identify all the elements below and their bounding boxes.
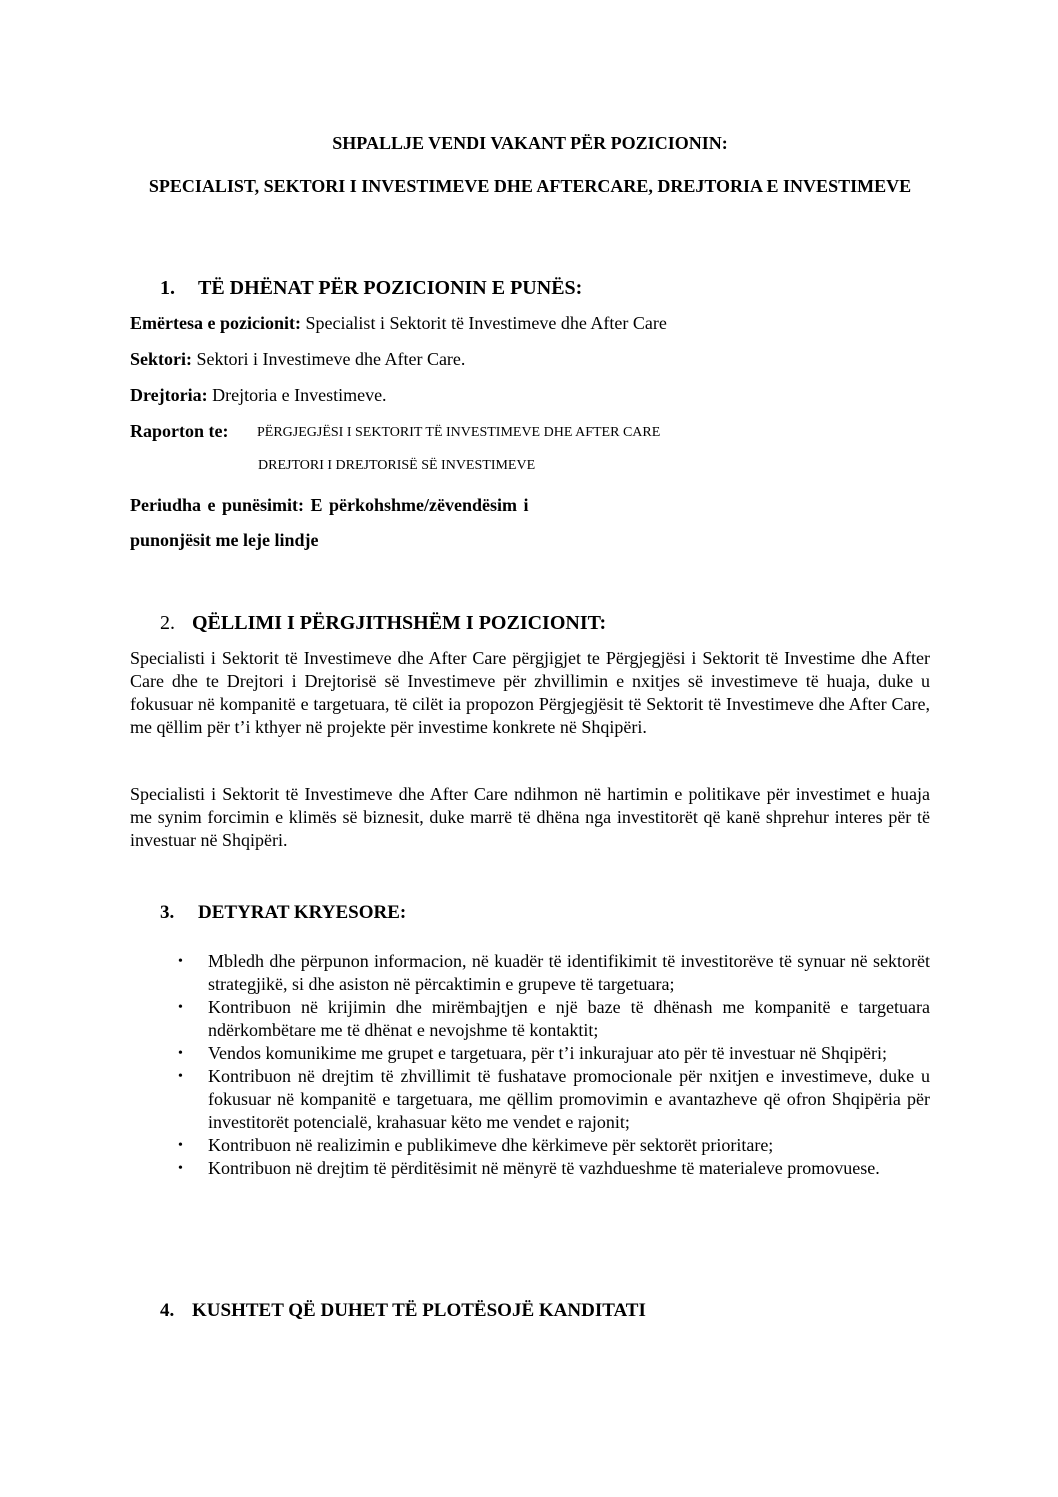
section-number: 3. <box>160 902 175 923</box>
field-position-name <box>130 313 667 334</box>
field-value: Drejtoria e Investimeve. <box>207 385 387 405</box>
list-item <box>178 1157 930 1180</box>
list-item-text: Kontribuon në realizimin e publikimeve dhe kërkimeve për sektorët prioritare; <box>208 1135 774 1155</box>
field-directorate <box>130 385 387 406</box>
section-title: KUSHTET QË DUHET TË PLOTËSOJË KANDITATI <box>192 1300 646 1321</box>
field-reports-to <box>130 421 228 442</box>
section-heading-4 <box>160 1300 646 1322</box>
bullet-icon: • <box>178 1161 183 1176</box>
duties-list <box>178 950 930 1180</box>
field-label: Drejtoria: <box>130 385 208 405</box>
field-label: Emërtesa e pozicionit: <box>130 313 301 333</box>
list-item <box>178 950 930 996</box>
section-heading-3 <box>160 902 406 924</box>
field-label: Sektori: <box>130 349 192 369</box>
bullet-icon: • <box>178 1138 183 1153</box>
list-item <box>178 1042 930 1065</box>
bullet-icon: • <box>178 1069 183 1084</box>
bullet-icon: • <box>178 954 183 969</box>
field-value: Specialist i Sektorit të Investimeve dhe After Care <box>300 313 667 333</box>
list-item-text: Kontribuon në drejtim të përditësimit në mënyrë të vazhdueshme të materialeve promovuese. <box>208 1158 880 1178</box>
section-number: 4. <box>160 1300 175 1321</box>
bullet-icon: • <box>178 1046 183 1061</box>
field-sector <box>130 349 465 370</box>
list-item-text: Kontribuon në drejtim të zhvillimit të fushatave promocionale për nxitjen e investimeve, duke u fokusuar në kompanitë e targetuara, me qëllim promovimin e avantazheve që ofron Shqipëria për investitorët potencialë, krahasuar këto me vendet e rajonit; <box>208 1066 930 1132</box>
list-item <box>178 1134 930 1157</box>
field-value: Sektori i Investimeve dhe After Care. <box>192 349 466 369</box>
list-item <box>178 996 930 1042</box>
section-title: QËLLIMI I PËRGJITHSHËM I POZICIONIT: <box>192 612 607 634</box>
document-subtitle: SPECIALIST, SEKTORI I INVESTIMEVE DHE AFTERCARE, DREJTORIA E INVESTIMEVE <box>148 176 912 196</box>
employment-period-line-2: punonjësit me leje lindje <box>130 530 319 550</box>
section-heading-1 <box>160 277 582 300</box>
reports-to-line-1: PËRGJEGJËSI I SEKTORIT TË INVESTIMEVE DHE AFTER CARE <box>257 425 661 440</box>
section-number: 1. <box>160 277 175 299</box>
list-item-text: Mbledh dhe përpunon informacion, në kuadër të identifikimit të investitorëve të synuar në sektorët strategjikë, si dhe asiston në përcaktimin e grupeve të targetuara; <box>208 951 930 994</box>
reports-to-line-2: DREJTORI I DREJTORISË SË INVESTIMEVE <box>258 458 536 473</box>
list-item <box>178 1065 930 1134</box>
section-title: DETYRAT KRYESORE: <box>198 902 407 923</box>
section-title: TË DHËNAT PËR POZICIONIN E PUNËS: <box>198 277 583 299</box>
list-item-text: Vendos komunikime me grupet e targetuara, për t’i inkurajuar ato për të investuar në Shqipëri; <box>208 1043 887 1063</box>
list-item-text: Kontribuon në krijimin dhe mirëmbajtjen e një baze të dhënash me kompanitë e targetuara ndërkombëtare me të dhënat e nevojshme të kontaktit; <box>208 997 930 1040</box>
purpose-paragraph-1: Specialisti i Sektorit të Investimeve dhe After Care përgjigjet te Përgjegjësi i Sektorit të Investime dhe After Care dhe te Drejtori i Drejtorisë së Investimeve për zhvillimin e nxitjes së investimeve të huaja, duke u fokusuar në kompanitë e targetuara, të cilët ia propozon Përgjegjësit të Sektorit të Investimeve dhe After Care, me qëllim për t’i kthyer në projekte për investime konkrete në Shqipëri. <box>130 648 930 737</box>
purpose-paragraph-2: Specialisti i Sektorit të Investimeve dhe After Care ndihmon në hartimin e politikave për investimet e huaja me synim forcimin e klimës së biznesit, duke marrë të dhëna nga investitorët që kanë shprehur interes për të investuar në Shqipëri. <box>130 784 930 850</box>
document-title: SHPALLJE VENDI VAKANT PËR POZICIONIN: <box>332 133 728 153</box>
section-number: 2. <box>160 612 175 634</box>
section-heading-2 <box>160 612 606 635</box>
employment-period-line-1: Periudha e punësimit: E përkohshme/zëvendësim i <box>130 495 529 515</box>
field-label: Raporton te: <box>130 421 229 441</box>
bullet-icon: • <box>178 1000 183 1015</box>
